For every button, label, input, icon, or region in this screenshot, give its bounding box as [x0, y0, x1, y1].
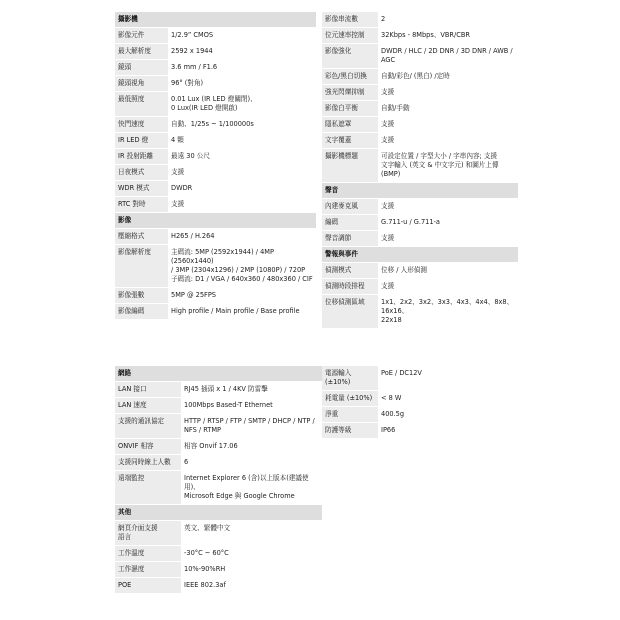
spec-label: RTC 對時 [115, 197, 168, 213]
spec-label: 彩色/黑白切換 [322, 69, 378, 85]
spec-value: 6 [181, 455, 322, 471]
spec-label: 聲音調節 [322, 231, 378, 247]
spec-row [115, 44, 316, 60]
spec-value: 10%-90%RH [181, 562, 322, 578]
spec-label: 壓縮格式 [115, 229, 168, 245]
spec-table-camera-video [115, 12, 316, 320]
spec-row [115, 398, 322, 414]
section-header [322, 247, 518, 263]
spec-label: 鏡頭 [115, 60, 168, 76]
spec-row [115, 117, 316, 133]
spec-label: 電源輸入 (±10%) [322, 366, 378, 391]
spec-label: IR 投射距離 [115, 149, 168, 165]
spec-value: 4 顆 [168, 133, 316, 149]
spec-value: 可設定位置 / 字型大小 / 字串內容; 支援 文字輸入 (英文 & 中文字元) 和圖片上傳 (BMP) [378, 149, 518, 183]
spec-row [322, 279, 518, 295]
spec-value: 1x1、2x2、3x2、3x3、4x3、4x4、8x8、16x16、 22x18 [378, 295, 518, 329]
section-title: 攝影機 [115, 12, 316, 28]
spec-value: 5MP @ 25FPS [168, 288, 316, 304]
spec-value: 相容 Onvif 17.06 [181, 439, 322, 455]
spec-row [322, 133, 518, 149]
spec-value: DWDR / HLC / 2D DNR / 3D DNR / AWB / AGC [378, 44, 518, 69]
spec-value: 400.5g [378, 407, 518, 423]
section-title: 聲音 [322, 183, 518, 199]
spec-label: 內建麥克風 [322, 199, 378, 215]
spec-value: 自動/彩色/ (黑白) /定時 [378, 69, 518, 85]
spec-row [115, 521, 322, 546]
spec-label: 位元速率控制 [322, 28, 378, 44]
spec-value: 2592 x 1944 [168, 44, 316, 60]
spec-label: 隱私遮罩 [322, 117, 378, 133]
spec-row [322, 117, 518, 133]
spec-label: 日夜模式 [115, 165, 168, 181]
spec-value: 1/2.9” CMOS [168, 28, 316, 44]
spec-row [322, 199, 518, 215]
spec-label: 偵測時段排程 [322, 279, 378, 295]
spec-row [115, 60, 316, 76]
spec-value: PoE / DC12V [378, 366, 518, 391]
spec-value: RJ45 插頭 x 1 / 4KV 防雷擊 [181, 382, 322, 398]
section-header [322, 183, 518, 199]
spec-label: POE [115, 578, 181, 594]
spec-row [115, 76, 316, 92]
section-title: 其他 [115, 505, 322, 521]
spec-value: 主碼流: 5MP (2592x1944) / 4MP (2560x1440) / 3MP (2304x1296) / 2MP (1080P) / 720P 子碼流: D1 / VGA / 640x360 / 480x360 / CIF [168, 245, 316, 288]
spec-row [115, 92, 316, 117]
spec-row [322, 149, 518, 183]
spec-value: 支援 [168, 165, 316, 181]
spec-label: 最大解析度 [115, 44, 168, 60]
spec-row [115, 439, 322, 455]
spec-row [115, 414, 322, 439]
spec-value: 100Mbps Based-T Ethernet [181, 398, 322, 414]
spec-value: 最遠 30 公尺 [168, 149, 316, 165]
spec-value: H265 / H.264 [168, 229, 316, 245]
spec-row [322, 295, 518, 329]
spec-value: 自動/手動 [378, 101, 518, 117]
spec-row [322, 44, 518, 69]
spec-label: 影像編碼 [115, 304, 168, 320]
section-header [115, 213, 316, 229]
spec-label: 影像串流數 [322, 12, 378, 28]
spec-row [322, 391, 518, 407]
spec-row [115, 578, 322, 594]
spec-row [322, 12, 518, 28]
spec-label: 工作溫度 [115, 546, 181, 562]
spec-label: 耗電量 (±10%) [322, 391, 378, 407]
spec-row [322, 423, 518, 439]
spec-value: IP66 [378, 423, 518, 439]
spec-label: 工作濕度 [115, 562, 181, 578]
spec-label: 編碼 [322, 215, 378, 231]
spec-value: IEEE 802.3af [181, 578, 322, 594]
spec-value: 支援 [378, 85, 518, 101]
spec-value: 支援 [378, 117, 518, 133]
spec-label: ONVIF 相容 [115, 439, 181, 455]
spec-label: 影像解析度 [115, 245, 168, 288]
spec-value: 96° (對角) [168, 76, 316, 92]
section-title: 警報與事件 [322, 247, 518, 263]
spec-label: 鏡頭視角 [115, 76, 168, 92]
spec-row [322, 263, 518, 279]
spec-row [115, 562, 322, 578]
spec-label: WDR 模式 [115, 181, 168, 197]
spec-row [322, 101, 518, 117]
spec-label: 影像元件 [115, 28, 168, 44]
spec-row [115, 181, 316, 197]
spec-value: 支援 [378, 133, 518, 149]
spec-label: LAN 速度 [115, 398, 181, 414]
spec-row [322, 85, 518, 101]
section-title: 網路 [115, 366, 322, 382]
spec-row [322, 215, 518, 231]
spec-label: 強光閃爍抑制 [322, 85, 378, 101]
spec-value: 位移 / 人形偵測 [378, 263, 518, 279]
spec-label: IR LED 燈 [115, 133, 168, 149]
spec-row [115, 288, 316, 304]
spec-label: 影像強化 [322, 44, 378, 69]
spec-label: 防護等級 [322, 423, 378, 439]
spec-label: 淨重 [322, 407, 378, 423]
spec-value: 2 [378, 12, 518, 28]
spec-label: 位移偵測區域 [322, 295, 378, 329]
spec-row [115, 546, 322, 562]
spec-value: HTTP / RTSP / FTP / SMTP / DHCP / NTP / NFS / RTMP [181, 414, 322, 439]
spec-value: G.711-u / G.711-a [378, 215, 518, 231]
spec-row [322, 407, 518, 423]
spec-row [115, 229, 316, 245]
spec-row [115, 455, 322, 471]
spec-row [115, 165, 316, 181]
spec-label: 網頁介面支援 語言 [115, 521, 181, 546]
spec-value: 支援 [378, 199, 518, 215]
spec-value: -30°C ~ 60°C [181, 546, 322, 562]
spec-value: 支援 [378, 279, 518, 295]
spec-label: 攝影機標題 [322, 149, 378, 183]
section-header [115, 505, 322, 521]
spec-label: 影像白平衡 [322, 101, 378, 117]
spec-value: High profile / Main profile / Base profile [168, 304, 316, 320]
spec-label: 快門速度 [115, 117, 168, 133]
spec-label: 影像張數 [115, 288, 168, 304]
spec-row [115, 133, 316, 149]
spec-label: 支援的通訊協定 [115, 414, 181, 439]
spec-row [322, 28, 518, 44]
spec-table-power [322, 366, 518, 439]
section-header [115, 12, 316, 28]
spec-value: 支援 [378, 231, 518, 247]
spec-row [322, 231, 518, 247]
spec-label: 偵測模式 [322, 263, 378, 279]
spec-row [322, 69, 518, 85]
spec-row [115, 245, 316, 288]
spec-row [115, 28, 316, 44]
spec-label: 支援同時線上人數 [115, 455, 181, 471]
spec-label: LAN 接口 [115, 382, 181, 398]
spec-table-image-audio-alarm [322, 12, 518, 329]
spec-value: 32Kbps - 8Mbps、VBR/CBR [378, 28, 518, 44]
spec-value: 英文、繁體中文 [181, 521, 322, 546]
spec-label: 遠端監控 [115, 471, 181, 505]
spec-row [115, 149, 316, 165]
spec-row [115, 304, 316, 320]
spec-value: DWDR [168, 181, 316, 197]
spec-value: 0.01 Lux (IR LED 燈關閉)、 0 Lux(IR LED 燈開啟) [168, 92, 316, 117]
spec-value: 自動、1/25s ~ 1/100000s [168, 117, 316, 133]
spec-value: 3.6 mm / F1.6 [168, 60, 316, 76]
spec-value: < 8 W [378, 391, 518, 407]
section-header [115, 366, 322, 382]
spec-label: 文字覆蓋 [322, 133, 378, 149]
spec-row [115, 471, 322, 505]
section-title: 影像 [115, 213, 316, 229]
spec-row [322, 366, 518, 391]
spec-table-network-other [115, 366, 322, 594]
spec-label: 最低照度 [115, 92, 168, 117]
spec-row [115, 197, 316, 213]
spec-value: 支援 [168, 197, 316, 213]
spec-value: Internet Explorer 6 (含)以上版本(建議使用)、 Microsoft Edge 與 Google Chrome [181, 471, 322, 505]
spec-row [115, 382, 322, 398]
